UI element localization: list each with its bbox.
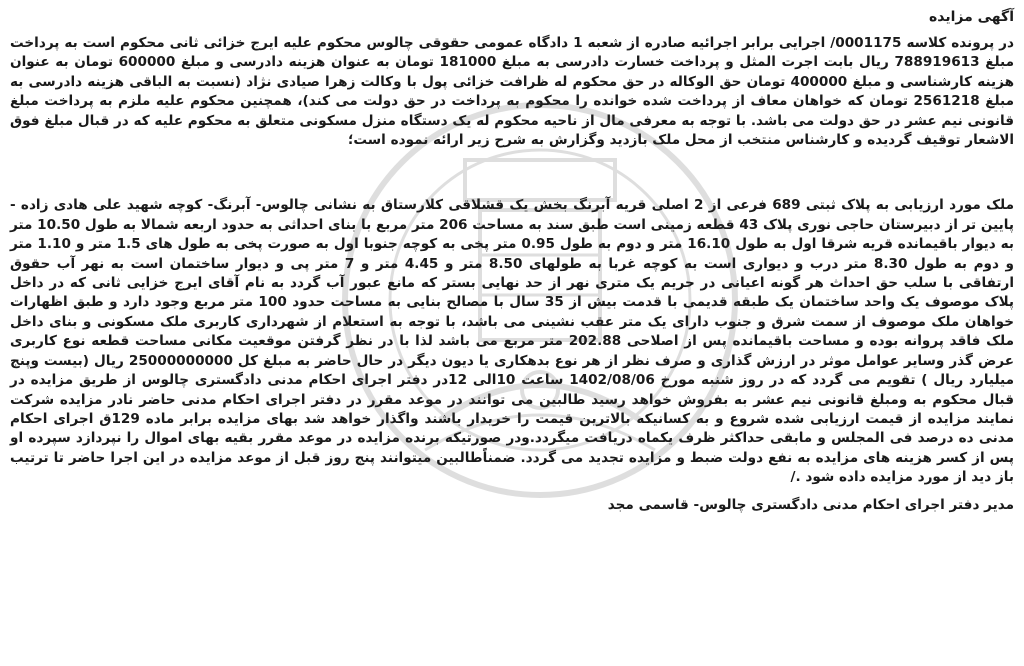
- notice-signature: مدیر دفتر اجرای احکام مدنی دادگستری چالوس- قاسمی مجد: [607, 496, 1014, 513]
- notice-paragraph-property: ملک مورد ارزیابی به پلاک ثبتی 689 فرعی از 2 اصلی قریه آبرنگ بخش یک قشلاقی کلارستاق به نشانی چالوس- آبرنگ- کوچه شهید علی هادی زاده - پایین تر از دبیرستان حاجی نوری پلاک 43 قطعه زمینی است طبق سند به مساحت 206 متر مربع با بنای احداثی به حدود اربعه شمالا به طول 10.50 متر به دیوار باقیمانده قریه شرقا اول به طول 16.10 متر و دوم به طول 0.95 متر پخی به کوچه جنوبا اول به صورت پخی به طول های 1.5 متر و 1.10 متر و دوم به طول 8.30 متر درب و دیواری است به کوچه غربا به طولهای 8.50 متر و 4.45 متر و 7 متر پی و دیوار ساختمان است به نهر آب حقوق ارتفاقی با سلب حق احداث هر گونه اعیانی در حریم یک متری نهر از حد نهایی بستر که مانع عبور آب گردد به نام آقای ایرج خزایی ثانی که در داخل پلاک موصوف یک واحد ساختمان یک طبقه قدیمی با قدمت بیش از 35 سال با مصالح بنایی به مساحت حدود 100 متر مربع وجود دارد و طبق اظهارات خواهان ملک موصوف از سمت شرق و جنوب دارای یک متر عقب نشینی می باشد، با توجه به استعلام از شهرداری کاربری ملک مسکونی و بنای داخل ملک فاقد پروانه بوده و مساحت باقیمانده پس از اصلاحی 202.88 متر مربع می باشد لذا با در نظر گرفتن موقعیت مکانی مساحت قطعه نوع کاربری عرض گذر وسایر عوامل موثر در ارزش گذاری و صرف نظر از هر نوع بدهکاری یا دیون دیگر در حال حاضر به مبلغ کل 25000000000 ریال (بیست وپنج میلیارد ریال ) تقویم می گردد که در روز شنبه مورخ 1402/08/06 ساعت 10الی 12در دفتر اجرای احکام مدنی دادگستری چالوس از طریق مزایده در قبال محکوم به ومبلغ قانونی نیم عشر به بفروش خواهد رسید طالبین می توانند در موعد مقرر در دفتر اجرای احکام مدنی حاضر نادر مزایده شرکت نمایند مزایده از قیمت ارزیابی شده شروع و به کسانیکه بالاترین قیمت را خریدار باشند واگذار خواهد شد بهای مزایده برابر ماده 129ق اجرای احکام مدنی ده درصد فی المجلس و مابقی حداکثر ظرف یکماه دریافت میگردد.ودر صورتیکه برنده مزایده در موعد مقرر بقیه بهای اموال را نپردازد سپرده او پس از کسر هزینه های مزایده به نفع دولت ضبط و مزایده تجدید می گردد. ضمناًطالبین میتوانند پنج روز قبل از موعد مزایده در این اجرا حاضر تا ترتیب باز دید از مورد مزایده داده شود ./: [10, 197, 1015, 486]
- notice-title: آگهی مزایده: [928, 9, 1014, 25]
- notice-paragraph-case: در پرونده کلاسه 0001175/ اجرایی برابر اجرائیه صادره از شعبه 1 دادگاه عمومی حقوقی چالوس محکوم علیه ایرج خزائی ثانی محکوم است به پرداخت مبلغ 788919613 ریال بابت اجرت المثل و پرداخت خسارت دادرسی به مبلغ 181000 تومان به عنوان هزینه دادرسی و مبلغ 600000 تومان به عنوان هزینه کارشناسی و مبلغ 400000 تومان حق الوکاله در حق محکوم له ظرافت خزائی پول با وکالت زهرا صیادی نژاد (نسبت به الباقی هزینه دادرسی به مبلغ 2561218 تومان که خواهان معاف از پرداخت شده خوانده را محکوم به پرداخت در حق دولت می کند)، همچنین محکوم علیه ملزم به پرداخت مبلغ قانونی نیم عشر در حق دولت می باشد. با توجه به معرفی مال از ناحیه محکوم له یک دستگاه منزل مسکونی متعلق به محکوم علیه که در قبال مبلغ فوق الاشعار توقیف گردیده و کارشناس منتخب از محل ملک بازدید وگزارش به شرح زیر ارائه نموده است؛: [10, 35, 1015, 149]
